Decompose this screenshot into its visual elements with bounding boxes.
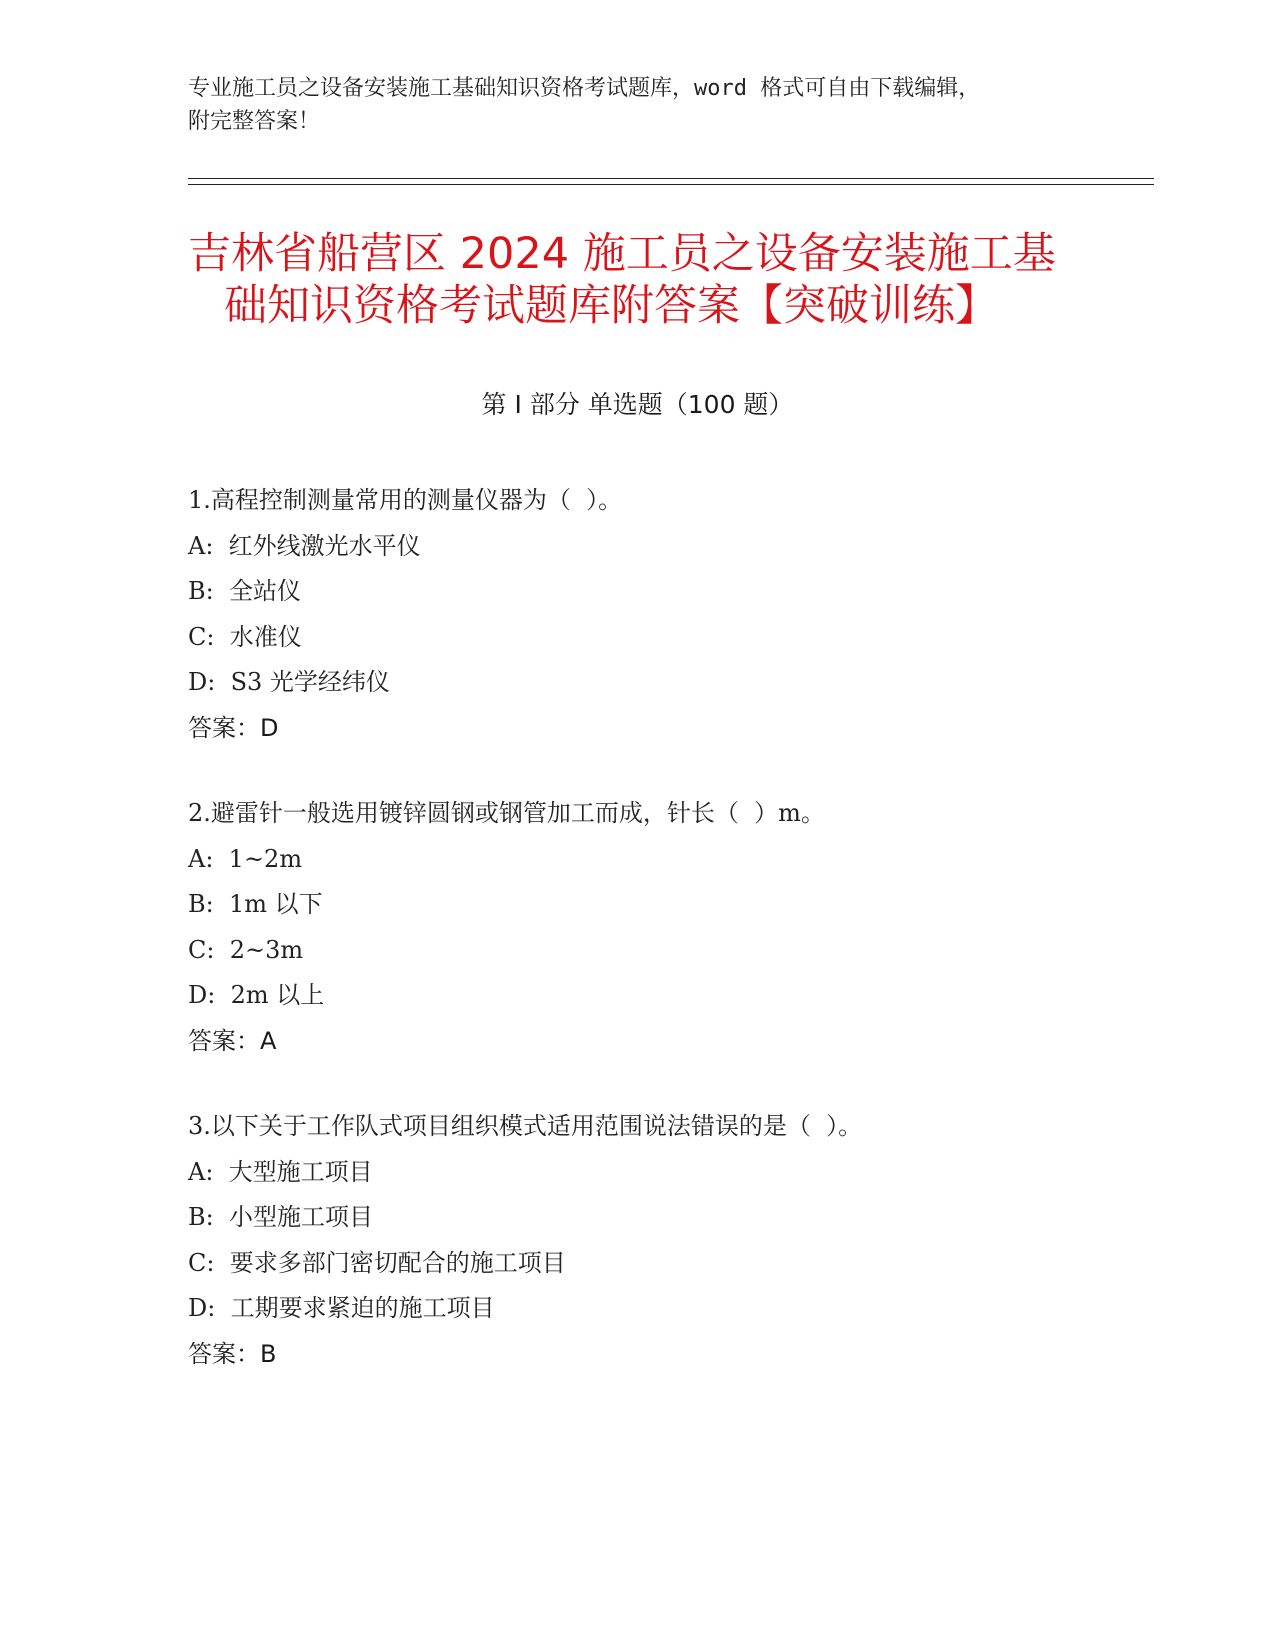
option-d: D: 2m 以上 (188, 981, 325, 1009)
answer-line: 答案：A (188, 1026, 277, 1055)
option-d: D: S3 光学经纬仪 (188, 668, 390, 696)
answer-line: 答案：B (188, 1339, 277, 1368)
option-b: B: 1m 以下 (188, 890, 323, 918)
option-c: C: 要求多部门密切配合的施工项目 (188, 1248, 566, 1277)
option-a: A: 1~2m (188, 844, 303, 873)
option-c: C: 2~3m (188, 935, 304, 964)
question-3 (188, 1104, 1088, 1377)
question-1 (188, 478, 1088, 751)
question-list (188, 478, 1088, 1417)
option-a: A: 大型施工项目 (188, 1157, 373, 1186)
option-b: B: 全站仪 (188, 577, 301, 605)
header-note (188, 72, 1068, 138)
question-2 (188, 791, 1088, 1064)
header-note-line-1: 专业施工员之设备安装施工基础知识资格考试题库，word 格式可自由下载编辑， (188, 76, 981, 101)
header-note-line-2: 附完整答案！ (188, 109, 321, 134)
option-d: D: 工期要求紧迫的施工项目 (188, 1294, 495, 1322)
question-stem: 1.高程控制测量常用的测量仪器为（ ）。 (188, 486, 623, 514)
document-title-line-1: 吉林省船营区 2024 施工员之设备安装施工基 (188, 229, 1056, 279)
option-a: A: 红外线激光水平仪 (188, 531, 421, 560)
question-stem: 3.以下关于工作队式项目组织模式适用范围说法错误的是（ ）。 (188, 1112, 863, 1140)
question-stem: 2.避雷针一般选用镀锌圆钢或钢管加工而成，针长（ ）m。 (188, 799, 825, 827)
option-c: C: 水准仪 (188, 622, 302, 651)
header-divider-top (188, 178, 1154, 179)
section-heading: 第 I 部分 单选题（100 题） (481, 390, 794, 419)
document-title-line-2: 础知识资格考试题库附答案【突破训练】 (224, 281, 998, 331)
header-divider-bottom (188, 184, 1154, 185)
document-title (188, 228, 1108, 332)
answer-line: 答案：D (188, 713, 279, 742)
option-b: B: 小型施工项目 (188, 1203, 373, 1231)
